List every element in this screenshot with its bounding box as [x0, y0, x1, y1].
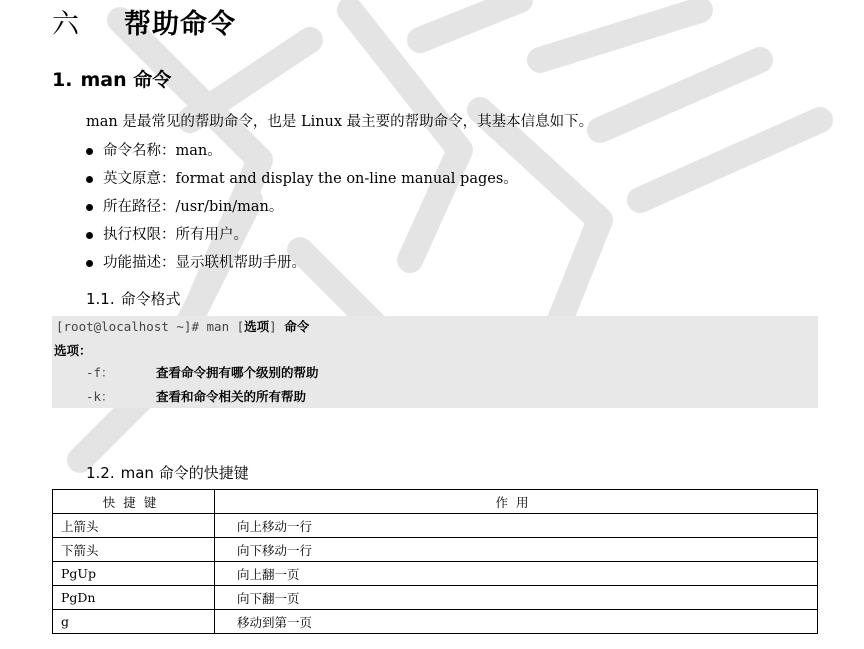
table-row: PgDn 向下翻一页: [53, 586, 818, 610]
table-row: 上箭头 向上移动一行: [53, 514, 818, 538]
table-row: 下箭头 向下移动一行: [53, 538, 818, 562]
shortcuts-table: [52, 489, 818, 634]
subsection-heading-format: 1.1. 命令格式: [86, 290, 181, 308]
column-header-key: 快捷键: [53, 490, 215, 514]
code-block: [52, 316, 818, 408]
options-label: 选项：: [54, 343, 92, 358]
bullet-icon: [86, 176, 93, 183]
bullet-icon: [86, 260, 93, 267]
bullet-icon: [86, 148, 93, 155]
chapter-title: 帮助命令: [124, 9, 236, 40]
intro-paragraph: man 是最常见的帮助命令，也是 Linux 最主要的帮助命令，其基本信息如下。: [86, 114, 594, 130]
list-item: 命令名称：man。: [86, 137, 518, 165]
column-header-function: 作用: [215, 490, 818, 514]
chapter-heading: [52, 2, 236, 41]
list-item: 功能描述：显示联机帮助手册。: [86, 249, 518, 277]
command-syntax-line: [root@localhost ~]# man [选项] 命令: [56, 319, 310, 334]
list-item: 执行权限：所有用户。: [86, 221, 518, 249]
section-heading: [52, 65, 171, 92]
chapter-number: 六: [52, 9, 80, 40]
info-list: [86, 137, 518, 277]
option-row: -f： 查看命令拥有哪个级别的帮助: [86, 365, 319, 380]
table-row: g 移动到第一页: [53, 610, 818, 634]
subsection-heading-shortcuts: 1.2. man 命令的快捷键: [86, 464, 249, 482]
list-item: 所在路径：/usr/bin/man。: [86, 193, 518, 221]
table-header-row: [53, 490, 818, 514]
list-item: 英文原意：format and display the on-line manual pages。: [86, 165, 518, 193]
section-title: man 命令: [80, 69, 172, 91]
bullet-icon: [86, 204, 93, 211]
table-row: PgUp 向上翻一页: [53, 562, 818, 586]
option-row: -k： 查看和命令相关的所有帮助: [86, 389, 307, 404]
bullet-icon: [86, 232, 93, 239]
section-number: 1.: [52, 69, 73, 91]
